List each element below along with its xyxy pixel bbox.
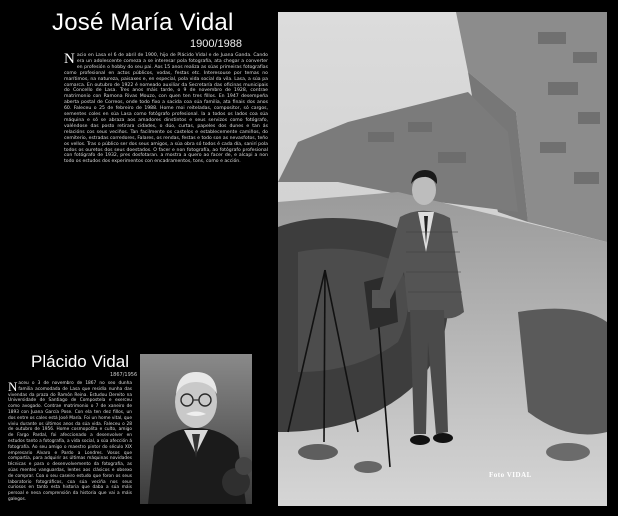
- life-dates: 1900/1988: [190, 38, 242, 50]
- main-photograph: [278, 12, 607, 506]
- text-column: [0, 0, 272, 516]
- photo-caption: Foto VIDAL: [489, 471, 532, 479]
- secondary-biography-body: aceu o 3 de novembro de 1867 no seo dunha familia acomodada de Lasa que residía nunha das vivendas da praza do Ramón Reina. Estudou Dereito na Universidade de Santiago de Compostela e exerceu como avogado. Contrae matrimonio o 7 de xaneiro de 1893 con Juana García Pose. Con ela ten dez fillos, un dos entre os cales está José María. Foi un home vital, que viviu durante os últimos anos da súa vida. Faleceu o 28 de outubro de 1956. Home cosmopolita e culto, amigo de Fargo Pardal, foi afeccionado a desenvolver en estudos tanto a fotografía, a vida social, a súa afección á fotografía. Ao seu amigo o maestro pintor do século XIX empresario Alvaro e Pardo a Londres. Vosos que compartía, para adquirir as últimas máquinas novidades técnicas e para o desenvolvemento da fotografía, as súas mentes vanguardas, lentes aos clásicos e obsexo de comprar. Coa o seu caseiro estudo que foron os seus laboratorio fotográficos, coa súa veciña nos seus curiosos en tanto esta historia que daba a súa máis persoal e nesa comprensión da historia que vai a máis galegos.: [8, 381, 132, 502]
- portrait-photo: [140, 354, 252, 504]
- biography-body: acio en Lasa el 6 de abril de 1900, hijo de Plácido Vidal e de Juana Ganda. Cando era un adolescente comeza a se interesar pola fotografía, ata chegar a converter en profesión o hobby do seu pai. Aos 15 anos realiza as súas primeiras fotografías como profesional en actos públicos, vodas, festas etc. Interesouse por temas no marítimos, na natureza, paisaxes e, en especial, pola vida social da vila. Lasa, a súa pa comarca. En outubro de 1922 é nomeado auxiliar da Secretaría das oficinas municipais do Concello de Lasa. Tres anos máis tarde, o 9 de novembro de 1928, contrae matrimonio con Ramona Rivas Mouzo, con quen ten tres fillos. En 1947 desempeña aberta postal de Correos, onde todo fixo a sacida coa súa familia, ata finais dos anos 60. Faleceu o 25 de febreiro de 1988. Home moi reiteladas, compositor, só cargos, sementes coles en súa Lasa como fotógrafo profesional. Ia a todos os lados coa súa máquina e só se abraza aos amadores dinstintos e seus servizos como fotógrafo, valéndose das posto retirara cidades, o dúo, curtas, papeles dos dunes e tan ás relacións cos seus veciños. Tan facilmente os castelos e establecemente camiños, do cemiterio, estradas corredores, Falares, os rendas, festas e todo son as nevasfotos, teño os vellos. Tras o público ser dos seus amigos, a súa obra só todos é cada día, sanirí pola todos os ouretos dos seus doestados. O facer e non fotografía, ao fotógrafo profesional con fotógrafo de 1932, pres dosfotaran. a mostra a quero ao facer de, e alcapi a non todo os estudos dos experimentos con encadramentos, tons, como e acción.: [64, 53, 268, 165]
- drop-cap: N: [64, 51, 75, 67]
- secondary-dates: 1867/1956: [110, 372, 138, 378]
- secondary-drop-cap: N: [8, 379, 18, 394]
- page-title: José María Vidal: [52, 9, 234, 36]
- biography-text: [64, 53, 268, 165]
- secondary-title: Plácido Vidal: [31, 352, 129, 371]
- secondary-biography-text: [8, 381, 132, 503]
